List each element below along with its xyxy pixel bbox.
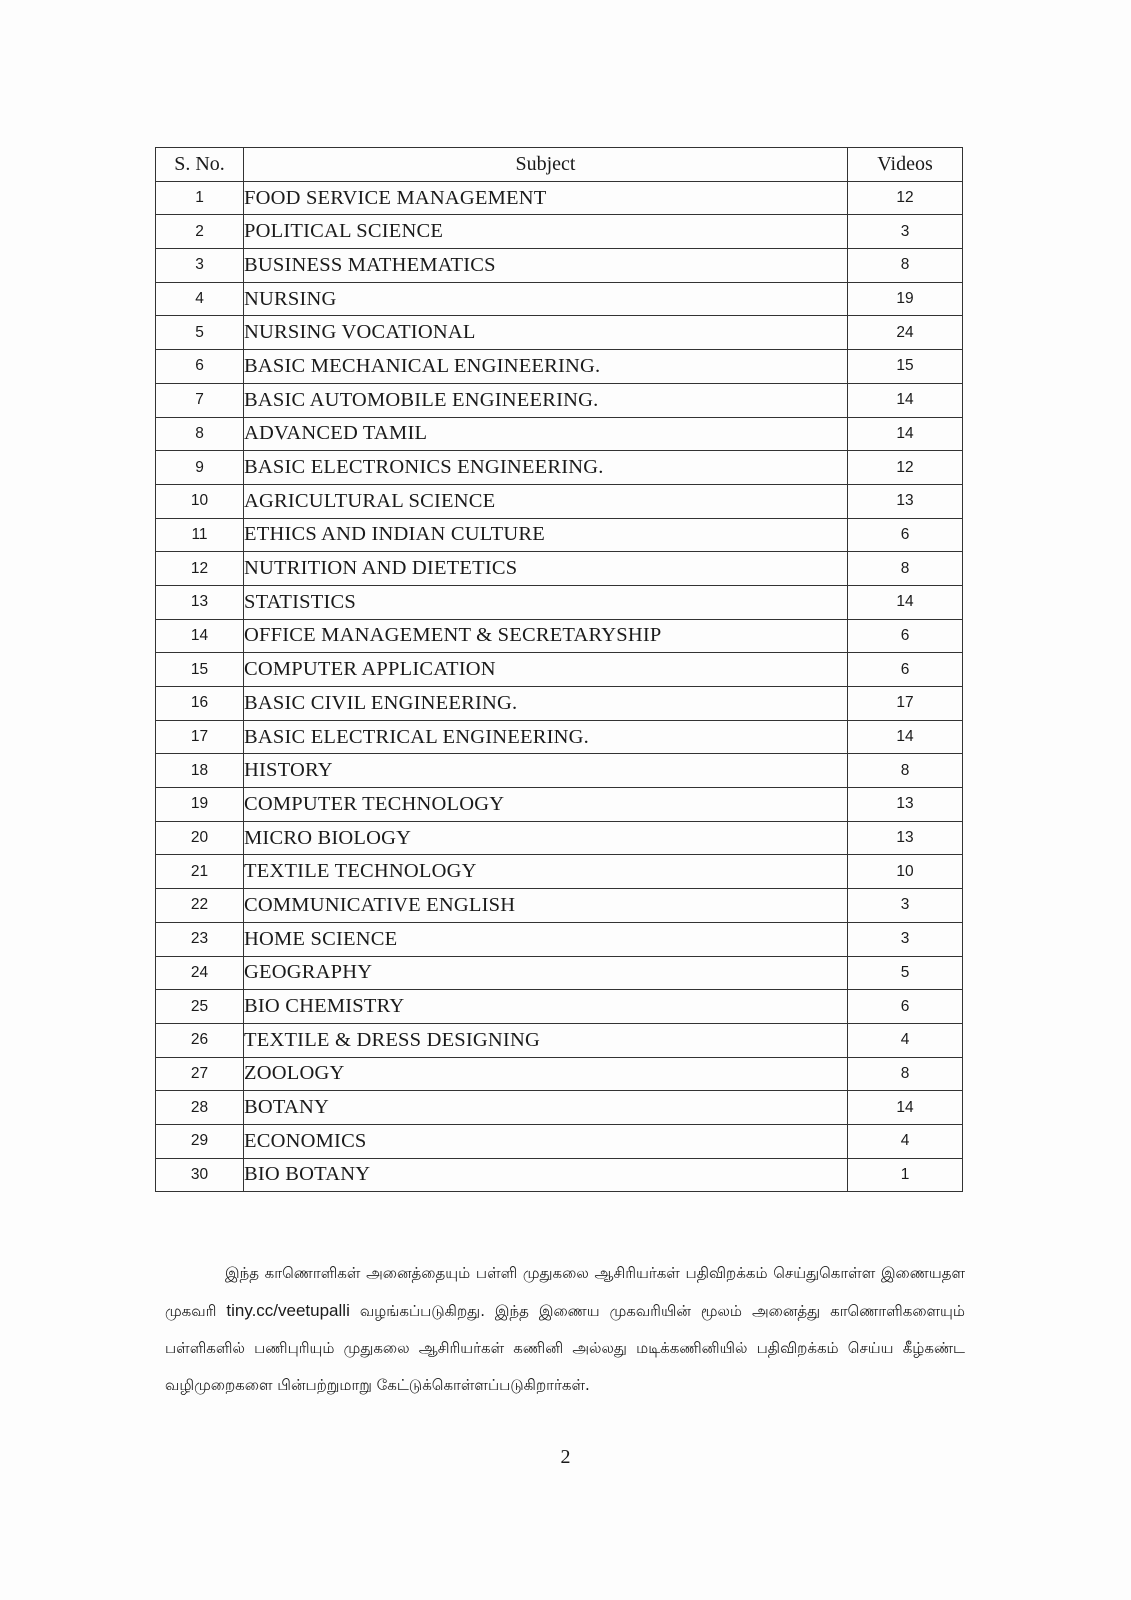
table-row [156, 788, 963, 822]
cell-subject: OFFICE MANAGEMENT & SECRETARYSHIP [244, 619, 848, 653]
table-row [156, 181, 963, 215]
cell-videos: 3 [848, 215, 963, 249]
cell-subject: BASIC CIVIL ENGINEERING. [244, 687, 848, 721]
table-row [156, 350, 963, 384]
paragraph-text-before-url: இந்த காணொளிகள் அனைத்தையும் பள்ளி முதுகலை ஆசிரியர்கள் பதிவிறக்கம் செய்துகொள்ள இணையதள முகவரி [165, 1264, 965, 1320]
cell-subject: POLITICAL SCIENCE [244, 215, 848, 249]
cell-sno: 8 [156, 417, 244, 451]
cell-sno: 29 [156, 1124, 244, 1158]
header-videos: Videos [848, 148, 963, 182]
cell-sno: 15 [156, 653, 244, 687]
table-row [156, 821, 963, 855]
cell-videos: 8 [848, 1057, 963, 1091]
table-row [156, 720, 963, 754]
cell-subject: HOME SCIENCE [244, 922, 848, 956]
table-row [156, 585, 963, 619]
cell-subject: TEXTILE TECHNOLOGY [244, 855, 848, 889]
table-row [156, 282, 963, 316]
cell-videos: 5 [848, 956, 963, 990]
cell-subject: COMPUTER TECHNOLOGY [244, 788, 848, 822]
cell-subject: MICRO BIOLOGY [244, 821, 848, 855]
table-row [156, 383, 963, 417]
table-row [156, 1023, 963, 1057]
table-row [156, 922, 963, 956]
cell-subject: STATISTICS [244, 585, 848, 619]
cell-subject: HISTORY [244, 754, 848, 788]
cell-videos: 6 [848, 653, 963, 687]
cell-subject: NUTRITION AND DIETETICS [244, 552, 848, 586]
cell-subject: GEOGRAPHY [244, 956, 848, 990]
cell-subject: FOOD SERVICE MANAGEMENT [244, 181, 848, 215]
cell-sno: 7 [156, 383, 244, 417]
cell-subject: ETHICS AND INDIAN CULTURE [244, 518, 848, 552]
header-sno: S. No. [156, 148, 244, 182]
cell-sno: 21 [156, 855, 244, 889]
cell-sno: 13 [156, 585, 244, 619]
cell-subject: BASIC AUTOMOBILE ENGINEERING. [244, 383, 848, 417]
cell-sno: 11 [156, 518, 244, 552]
cell-videos: 13 [848, 821, 963, 855]
table-row [156, 1091, 963, 1125]
cell-subject: AGRICULTURAL SCIENCE [244, 484, 848, 518]
cell-videos: 8 [848, 552, 963, 586]
cell-subject: BUSINESS MATHEMATICS [244, 249, 848, 283]
cell-sno: 28 [156, 1091, 244, 1125]
cell-sno: 12 [156, 552, 244, 586]
subject-videos-table [155, 147, 963, 1192]
cell-videos: 12 [848, 451, 963, 485]
table-row [156, 451, 963, 485]
cell-sno: 16 [156, 687, 244, 721]
cell-videos: 17 [848, 687, 963, 721]
cell-sno: 19 [156, 788, 244, 822]
table-row [156, 1124, 963, 1158]
table-row [156, 956, 963, 990]
table-row [156, 889, 963, 923]
cell-videos: 19 [848, 282, 963, 316]
table-row [156, 249, 963, 283]
table-row [156, 687, 963, 721]
cell-subject: BASIC ELECTRICAL ENGINEERING. [244, 720, 848, 754]
cell-sno: 1 [156, 181, 244, 215]
cell-videos: 15 [848, 350, 963, 384]
cell-sno: 5 [156, 316, 244, 350]
cell-sno: 6 [156, 350, 244, 384]
cell-subject: BASIC MECHANICAL ENGINEERING. [244, 350, 848, 384]
cell-videos: 13 [848, 788, 963, 822]
cell-sno: 2 [156, 215, 244, 249]
cell-videos: 14 [848, 417, 963, 451]
page-number: 2 [560, 1446, 571, 1468]
cell-sno: 4 [156, 282, 244, 316]
cell-videos: 14 [848, 383, 963, 417]
table-row [156, 619, 963, 653]
cell-sno: 22 [156, 889, 244, 923]
cell-videos: 6 [848, 990, 963, 1024]
cell-subject: COMMUNICATIVE ENGLISH [244, 889, 848, 923]
cell-videos: 4 [848, 1023, 963, 1057]
cell-sno: 17 [156, 720, 244, 754]
cell-sno: 30 [156, 1158, 244, 1192]
cell-sno: 10 [156, 484, 244, 518]
cell-sno: 24 [156, 956, 244, 990]
cell-sno: 23 [156, 922, 244, 956]
cell-subject: NURSING VOCATIONAL [244, 316, 848, 350]
table-row [156, 1057, 963, 1091]
table-row [156, 316, 963, 350]
table-row [156, 215, 963, 249]
cell-subject: ADVANCED TAMIL [244, 417, 848, 451]
cell-videos: 12 [848, 181, 963, 215]
cell-sno: 3 [156, 249, 244, 283]
cell-videos: 3 [848, 922, 963, 956]
cell-videos: 8 [848, 249, 963, 283]
cell-subject: BIO CHEMISTRY [244, 990, 848, 1024]
table-row [156, 1158, 963, 1192]
cell-subject: BIO BOTANY [244, 1158, 848, 1192]
cell-sno: 26 [156, 1023, 244, 1057]
cell-sno: 25 [156, 990, 244, 1024]
cell-videos: 14 [848, 720, 963, 754]
table-row [156, 417, 963, 451]
table-row [156, 484, 963, 518]
cell-subject: ZOOLOGY [244, 1057, 848, 1091]
cell-subject: NURSING [244, 282, 848, 316]
table-row [156, 754, 963, 788]
cell-videos: 10 [848, 855, 963, 889]
header-subject: Subject [244, 148, 848, 182]
cell-videos: 6 [848, 518, 963, 552]
table-row [156, 518, 963, 552]
download-url: tiny.cc/veetupalli [226, 1301, 350, 1320]
cell-subject: COMPUTER APPLICATION [244, 653, 848, 687]
cell-subject: BASIC ELECTRONICS ENGINEERING. [244, 451, 848, 485]
cell-subject: ECONOMICS [244, 1124, 848, 1158]
cell-videos: 24 [848, 316, 963, 350]
paragraph-text-after-url: வழங்கப்படுகிறது. இந்த இணைய முகவரியின் மூலம் அனைத்து காணொளிகளையும் பள்ளிகளில் பணிபுரியும் முதுகலை ஆசிரியர்கள் கணினி அல்லது மடிக்கணினியில் பதிவிறக்கம் செய்ய கீழ்கண்ட வழிமுறைகளை பின்பற்றுமாறு கேட்டுக்கொள்ளப்படுகிறார்கள். [165, 1302, 965, 1394]
cell-videos: 14 [848, 1091, 963, 1125]
cell-subject: TEXTILE & DRESS DESIGNING [244, 1023, 848, 1057]
instruction-paragraph [165, 1255, 965, 1404]
cell-sno: 27 [156, 1057, 244, 1091]
cell-subject: BOTANY [244, 1091, 848, 1125]
cell-videos: 1 [848, 1158, 963, 1192]
cell-videos: 6 [848, 619, 963, 653]
cell-sno: 14 [156, 619, 244, 653]
table-header-row [156, 148, 963, 182]
cell-sno: 20 [156, 821, 244, 855]
table-row [156, 552, 963, 586]
table-body [156, 181, 963, 1192]
cell-videos: 4 [848, 1124, 963, 1158]
table-row [156, 653, 963, 687]
cell-sno: 18 [156, 754, 244, 788]
cell-videos: 13 [848, 484, 963, 518]
cell-sno: 9 [156, 451, 244, 485]
cell-videos: 8 [848, 754, 963, 788]
table-row [156, 990, 963, 1024]
cell-videos: 14 [848, 585, 963, 619]
cell-videos: 3 [848, 889, 963, 923]
table-row [156, 855, 963, 889]
